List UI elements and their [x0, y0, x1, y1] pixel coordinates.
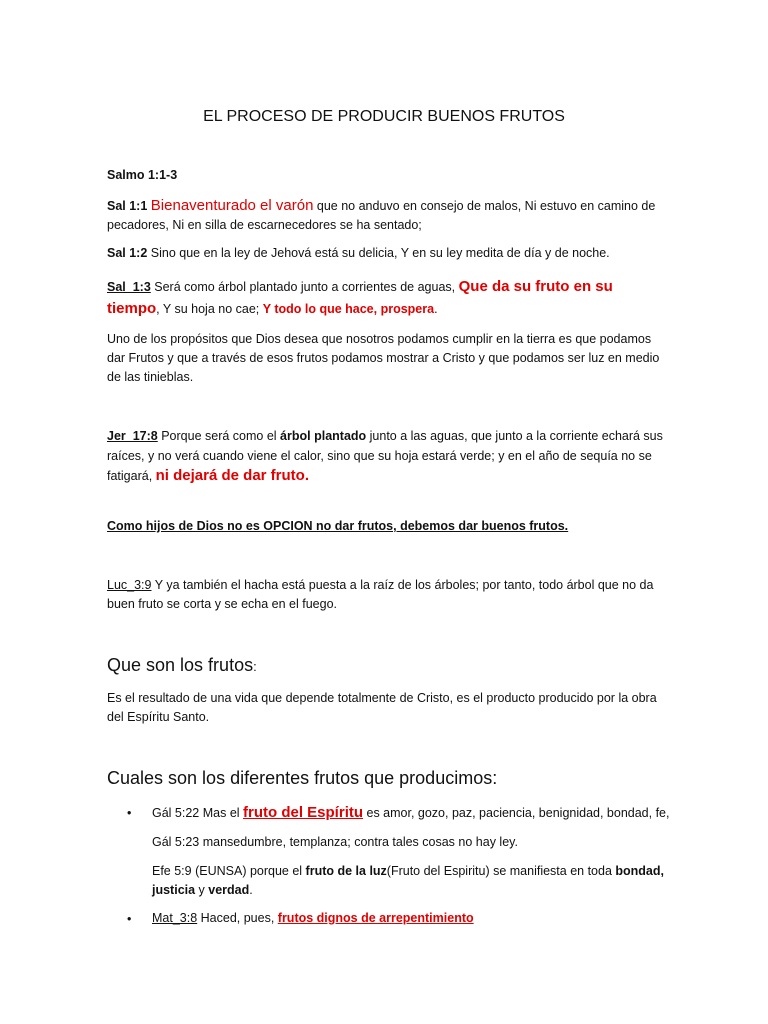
bullet-icon: •	[127, 806, 132, 820]
page-title: EL PROCESO DE PRODUCIR BUENOS FRUTOS	[203, 107, 565, 125]
verse-text: Sino que en la ley de Jehová está su delicia, Y en su ley medita de día y de noche.	[147, 246, 610, 260]
verse-bold: fruto de la luz	[305, 864, 387, 878]
verse-ref-link[interactable]: Luc_3:9	[107, 578, 152, 592]
section-heading-cuales: Cuales son los diferentes frutos que producimos:	[107, 768, 498, 788]
verse-bold: árbol plantado	[280, 429, 367, 443]
verse-gal-5-22	[152, 803, 672, 823]
verse-text: Y ya también el hacha está puesta a la raíz de los árboles; por tanto, todo árbol que no da buen fruto se corta y se echa en el fuego.	[107, 578, 654, 611]
verse-text: Efe 5:9 (EUNSA) porque el	[152, 864, 306, 878]
verse-bold: bondad, justicia	[152, 864, 664, 897]
verse-emphasis: Y todo lo que hace, prospera	[262, 302, 435, 316]
verse-jer-17-8	[107, 426, 667, 486]
verse-text: .	[249, 883, 253, 897]
salmo-heading: Salmo 1:1-3	[107, 168, 178, 182]
bullet-icon: •	[127, 912, 132, 926]
verse-text: Porque será como el	[157, 429, 281, 443]
verse-sal-1-2	[107, 244, 667, 263]
verse-mat-3-8	[152, 909, 672, 928]
verse-ref: Sal 1:2	[107, 246, 148, 260]
verse-text: Será como árbol plantado junto a corrientes de aguas,	[150, 280, 459, 294]
verse-text: junto a las aguas, que junto a la corriente echará sus raíces, y no verá cuando viene el calor, sino que su hoja estará verde; y en el año de sequía no se fatigará,	[107, 429, 663, 483]
verse-ref-link[interactable]: Mat_3:8	[152, 911, 198, 925]
verse-text: (Fruto del Espiritu) se manifiesta en toda	[386, 864, 616, 878]
verse-text: y	[195, 883, 209, 897]
verse-efe-5-9	[152, 862, 672, 900]
verse-text: Gál 5:22 Mas el	[152, 806, 244, 820]
verse-ref: Sal 1:1	[107, 199, 148, 213]
verse-sal-1-3	[107, 276, 667, 320]
verse-text: .	[434, 302, 438, 316]
verse-emphasis: ni dejará de dar fruto.	[155, 467, 310, 484]
verse-bold: verdad	[208, 883, 250, 897]
verse-text: , Y su hoja no cae;	[156, 302, 263, 316]
verse-emphasis-link[interactable]: fruto del Espíritu	[243, 804, 364, 821]
section-heading-que-son: Que son los frutos:	[107, 655, 257, 675]
proposito-paragraph: Uno de los propósitos que Dios desea que nosotros podamos cumplir en la tierra es que podamos dar Frutos y que a través de esos frutos podamos mostrar a Cristo y que podamos ser luz en medio de las tinieblas.	[107, 332, 660, 384]
verse-text: es amor, gozo, paz, paciencia, benignidad, bondad, fe,	[363, 806, 670, 820]
verse-gal-5-23: Gál 5:23 mansedumbre, templanza; contra tales cosas no hay ley.	[152, 835, 518, 849]
verse-ref-link[interactable]: Sal_1:3	[107, 280, 151, 294]
verse-emphasis: Bienaventurado el varón	[150, 197, 314, 214]
hijos-statement: Como hijos de Dios no es OPCION no dar frutos, debemos dar buenos frutos.	[107, 519, 569, 533]
verse-text: Haced, pues,	[197, 911, 278, 925]
que-son-paragraph: Es el resultado de una vida que depende totalmente de Cristo, es el producto producido por la obra del Espíritu Santo.	[107, 691, 657, 724]
verse-emphasis-link[interactable]: frutos dignos de arrepentimiento	[277, 911, 474, 925]
verse-emphasis: Que da su fruto en su tiempo	[107, 278, 613, 317]
verse-text: que no anduvo en consejo de malos, Ni estuvo en camino de pecadores, Ni en silla de escarnecedores se ha sentado;	[107, 199, 656, 232]
verse-sal-1-1	[107, 196, 667, 235]
verse-ref-link[interactable]: Jer_17:8	[107, 429, 158, 443]
verse-luc-3-9	[107, 576, 667, 614]
